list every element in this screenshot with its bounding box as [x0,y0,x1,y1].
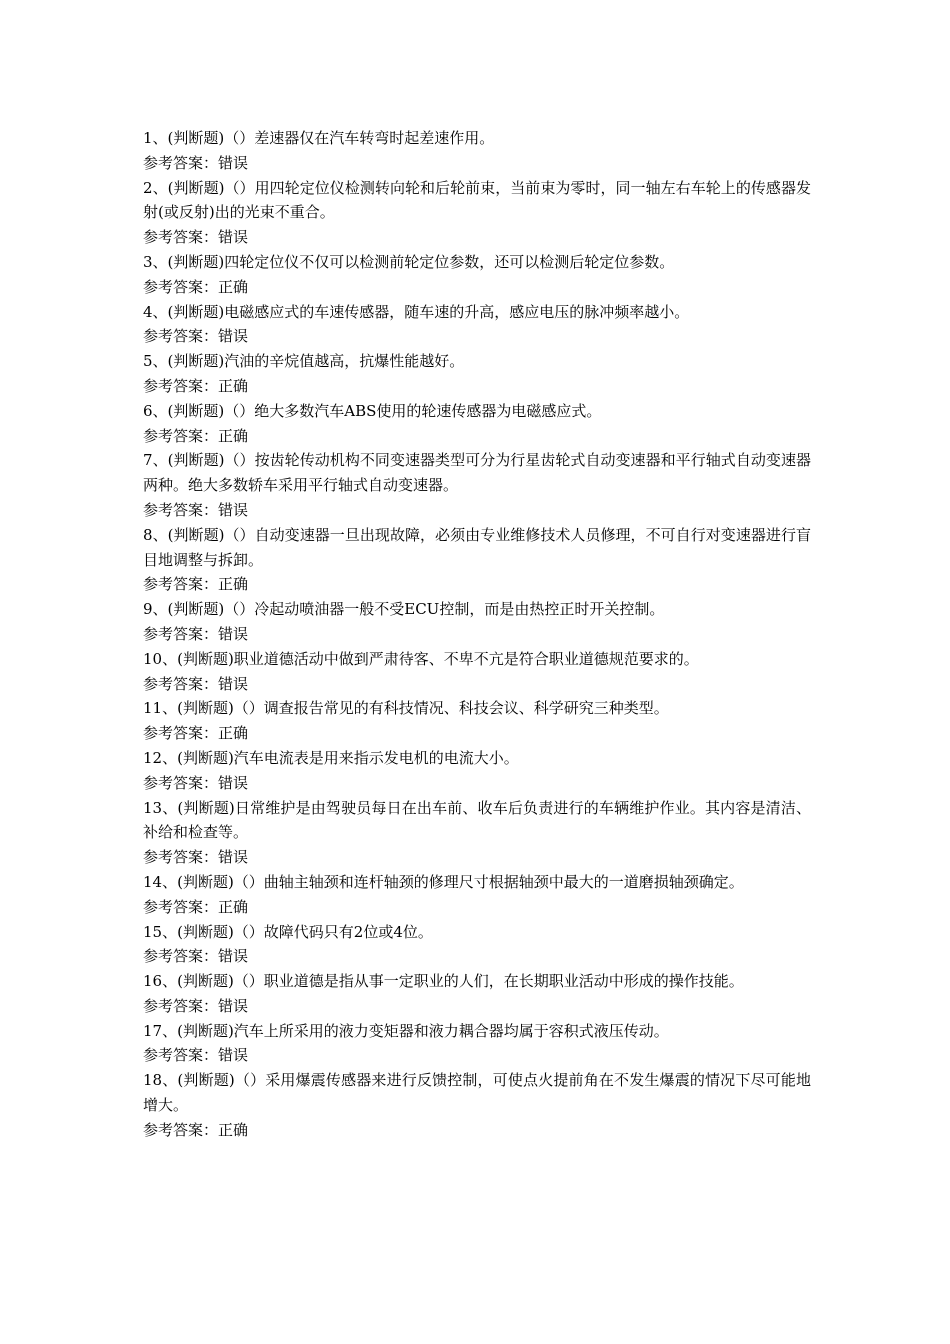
answer-label: 参考答案： [143,327,219,346]
answer-value: 错误 [218,947,249,966]
question-text: 13、(判断题)日常维护是由驾驶员每日在出车前、收车后负责进行的车辆维护作业。其内容是清洁、补给和检查等。 [143,798,811,842]
answer-value: 正确 [218,897,249,916]
answer-label: 参考答案： [143,575,219,594]
answer-label: 参考答案： [143,228,219,247]
document-page [143,126,811,1143]
answer-line [143,151,811,176]
answer-label: 参考答案： [143,947,219,966]
question-text: 11、(判断题)（）调查报告常见的有科技情况、科技会议、科学研究三种类型。 [143,699,669,718]
answer-line [143,374,811,399]
answer-value: 正确 [218,1120,249,1139]
answer-value: 错误 [218,996,249,1015]
answer-line [143,994,811,1019]
question-text: 9、(判断题)（）冷起动喷油器一般不受ECU控制，而是由热控正时开关控制。 [143,600,665,619]
answer-value: 正确 [218,277,249,296]
question-block [143,176,811,250]
answer-label: 参考答案： [143,277,219,296]
answer-line [143,721,811,746]
question-block [143,1019,811,1069]
question-block [143,969,811,1019]
question-text: 14、(判断题)（）曲轴主轴颈和连杆轴颈的修理尺寸根据轴颈中最大的一道磨损轴颈确定。 [143,872,744,891]
answer-line [143,572,811,597]
question-block [143,126,811,176]
answer-label: 参考答案： [143,426,219,445]
answer-line [143,225,811,250]
answer-line [143,1043,811,1068]
question-text: 10、(判断题)职业道德活动中做到严肃待客、不卑不亢是符合职业道德规范要求的。 [143,649,699,668]
question-text: 3、(判断题)四轮定位仪不仅可以检测前轮定位参数，还可以检测后轮定位参数。 [143,252,675,271]
answer-label: 参考答案： [143,674,219,693]
question-block [143,399,811,449]
answer-line [143,275,811,300]
question-block [143,349,811,399]
answer-label: 参考答案： [143,1046,219,1065]
answer-label: 参考答案： [143,624,219,643]
question-text: 6、(判断题)（）绝大多数汽车ABS使用的轮速传感器为电磁感应式。 [143,401,602,420]
answer-label: 参考答案： [143,773,219,792]
question-text: 17、(判断题)汽车上所采用的液力变矩器和液力耦合器均属于容积式液压传动。 [143,1021,669,1040]
answer-line [143,424,811,449]
question-block [143,696,811,746]
question-block [143,597,811,647]
answer-label: 参考答案： [143,153,219,172]
answer-label: 参考答案： [143,848,219,867]
question-text: 16、(判断题)（）职业道德是指从事一定职业的人们，在长期职业活动中形成的操作技能。 [143,972,744,991]
answer-value: 正确 [218,426,249,445]
question-block [143,870,811,920]
answer-line [143,1118,811,1143]
answer-value: 错误 [218,674,249,693]
question-text: 18、(判断题)（）采用爆震传感器来进行反馈控制，可使点火提前角在不发生爆震的情况下尽可能地增大。 [143,1071,811,1115]
answer-line [143,672,811,697]
answer-value: 错误 [218,500,249,519]
answer-value: 错误 [218,624,249,643]
question-text: 7、(判断题)（）按齿轮传动机构不同变速器类型可分为行星齿轮式自动变速器和平行轴式自动变速器两种。绝大多数轿车采用平行轴式自动变速器。 [143,451,811,495]
question-block [143,746,811,796]
answer-value: 错误 [218,228,249,247]
answer-label: 参考答案： [143,897,219,916]
question-text: 4、(判断题)电磁感应式的车速传感器，随车速的升高，感应电压的脉冲频率越小。 [143,302,690,321]
answer-label: 参考答案： [143,376,219,395]
answer-value: 错误 [218,1046,249,1065]
question-block [143,300,811,350]
answer-line [143,771,811,796]
answer-line [143,944,811,969]
answer-value: 正确 [218,376,249,395]
answer-value: 错误 [218,327,249,346]
answer-label: 参考答案： [143,996,219,1015]
answer-value: 正确 [218,724,249,743]
answer-value: 正确 [218,575,249,594]
answer-line [143,622,811,647]
answer-value: 错误 [218,848,249,867]
answer-label: 参考答案： [143,724,219,743]
question-text: 2、(判断题)（）用四轮定位仪检测转向轮和后轮前束，当前束为零时，同一轴左右车轮上的传感器发射(或反射)出的光束不重合。 [143,178,811,222]
answer-label: 参考答案： [143,1120,219,1139]
answer-line [143,324,811,349]
answer-value: 错误 [218,773,249,792]
question-block [143,1068,811,1142]
question-text: 5、(判断题)汽油的辛烷值越高，抗爆性能越好。 [143,352,465,371]
answer-value: 错误 [218,153,249,172]
answer-line [143,498,811,523]
question-block [143,523,811,597]
answer-line [143,895,811,920]
question-text: 15、(判断题)（）故障代码只有2位或4位。 [143,922,433,941]
answer-line [143,845,811,870]
question-block [143,796,811,870]
question-block [143,250,811,300]
answer-label: 参考答案： [143,500,219,519]
question-text: 12、(判断题)汽车电流表是用来指示发电机的电流大小。 [143,748,519,767]
question-block [143,647,811,697]
question-block [143,920,811,970]
question-text: 8、(判断题)（）自动变速器一旦出现故障，必须由专业维修技术人员修理，不可自行对变速器进行盲目地调整与拆卸。 [143,525,811,569]
question-text: 1、(判断题)（）差速器仅在汽车转弯时起差速作用。 [143,129,495,147]
question-block [143,448,811,522]
